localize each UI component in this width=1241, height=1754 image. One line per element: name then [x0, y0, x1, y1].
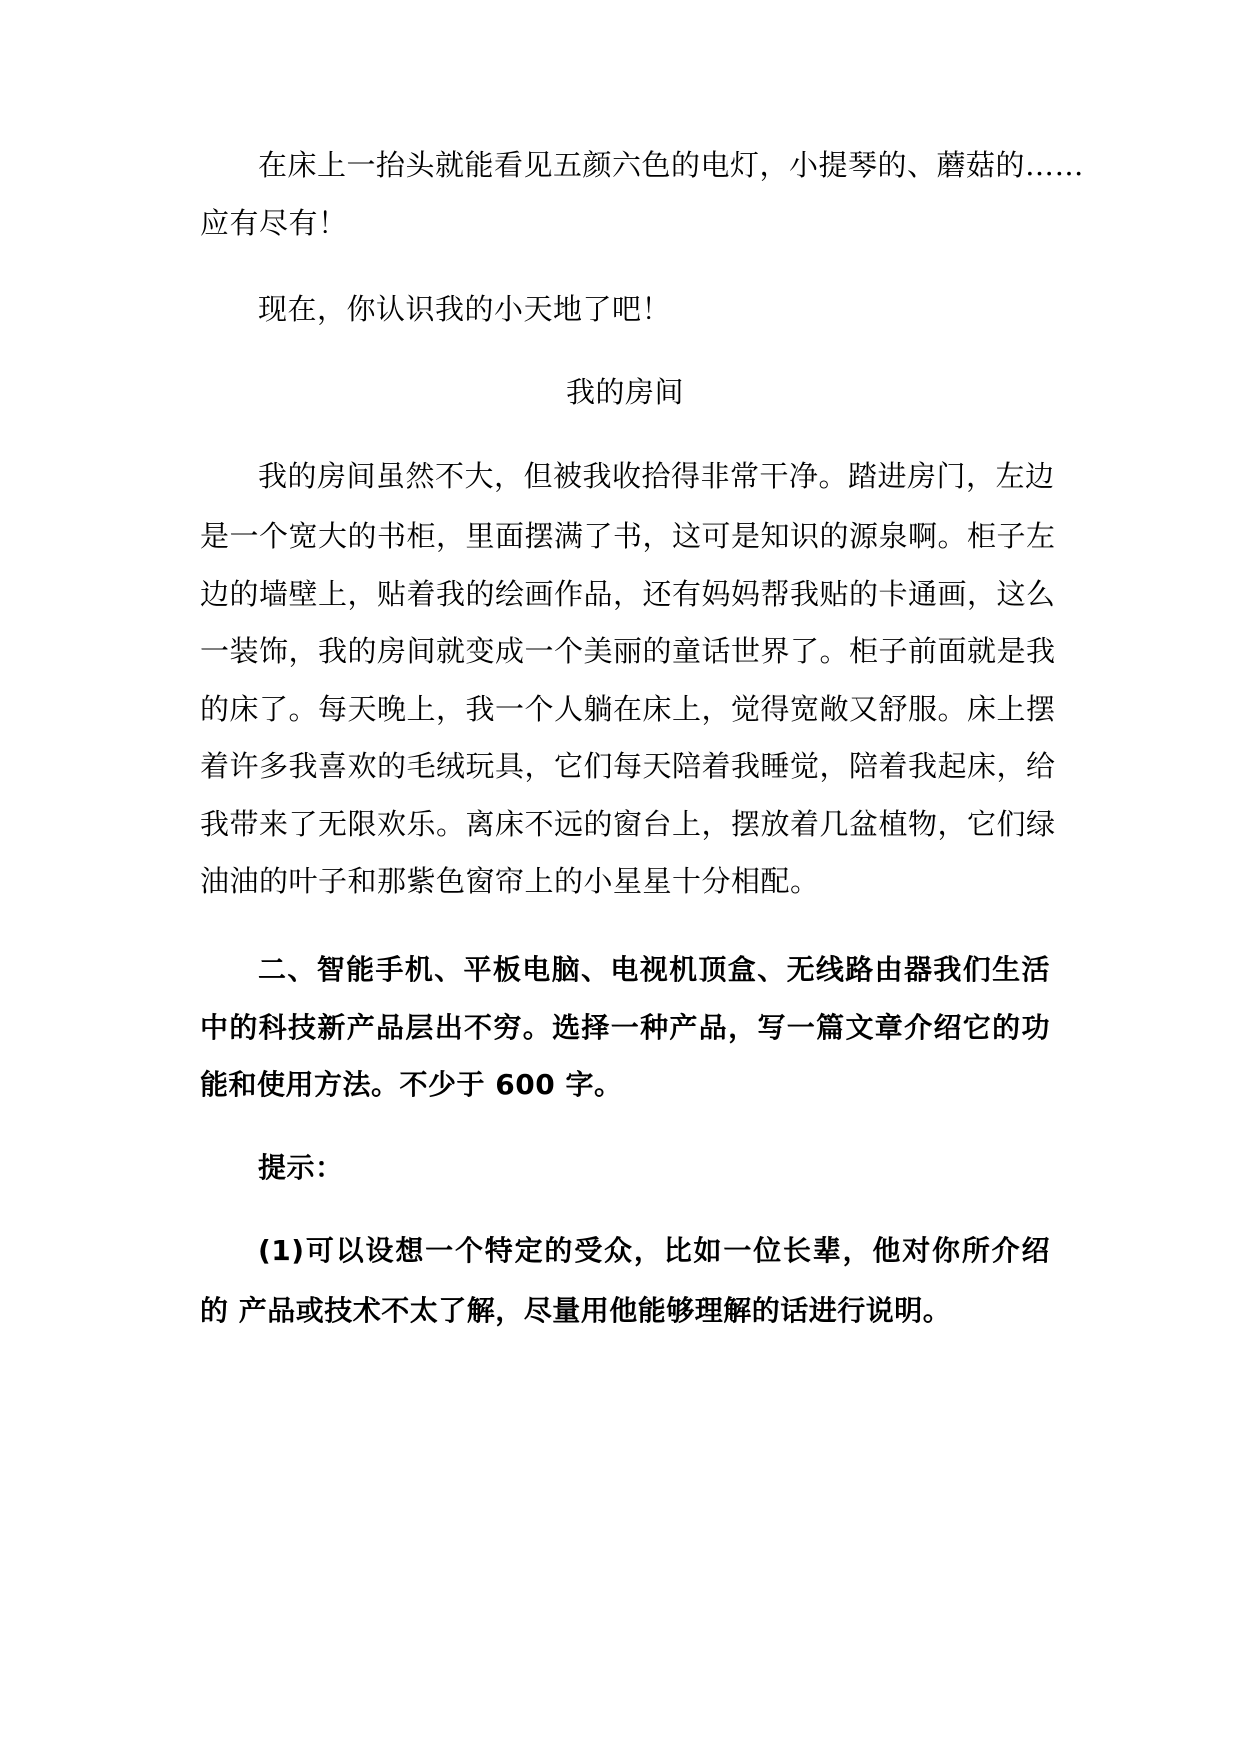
question-2-line-3: 能和使用方法。不少于 600 字。 [200, 1068, 623, 1101]
hint-1-line-2: 的 产品或技术不太了解，尽量用他能够理解的话进行说明。 [200, 1294, 952, 1327]
paragraph-3-line-1: 我的房间虽然不大，但被我收拾得非常干净。踏进房门，左边 [258, 459, 1055, 493]
paragraph-2-line-1: 现在，你认识我的小天地了吧！ [258, 292, 672, 326]
paragraph-3-line-3: 边的墙壁上，贴着我的绘画作品，还有妈妈帮我贴的卡通画，这么 [200, 577, 1056, 611]
paragraph-3-line-4: 一装饰，我的房间就变成一个美丽的童话世界了。柜子前面就是我 [200, 634, 1056, 668]
hint-label: 提示： [258, 1151, 344, 1184]
question-2-line-2: 中的科技新产品层出不穷。选择一种产品，写一篇文章介绍它的功 [200, 1011, 1050, 1044]
essay-title: 我的房间 [565, 375, 684, 409]
paragraph-3-line-8: 油油的叶子和那紫色窗帘上的小星星十分相配。 [200, 864, 820, 898]
document-page [200, 0, 1085, 1754]
paragraph-3-line-7: 我带来了无限欢乐。离床不远的窗台上，摆放着几盆植物，它们绿 [200, 807, 1056, 841]
paragraph-3-line-6: 着许多我喜欢的毛绒玩具，它们每天陪着我睡觉，陪着我起床，给 [200, 749, 1056, 783]
paragraph-1-line-1: 在床上一抬头就能看见五颜六色的电灯，小提琴的、蘑菇的…… [258, 148, 1085, 182]
question-2-line-1: 二、智能手机、平板电脑、电视机顶盒、无线路由器我们生活 [258, 953, 1050, 986]
paragraph-1-line-2: 应有尽有！ [200, 206, 348, 240]
paragraph-3-line-2: 是一个宽大的书柜，里面摆满了书，这可是知识的源泉啊。柜子左 [200, 519, 1056, 553]
paragraph-3-line-5: 的床了。每天晚上，我一个人躺在床上，觉得宽敞又舒服。床上摆 [200, 692, 1056, 726]
hint-1-line-1: (1)可以设想一个特定的受众，比如一位长辈，他对你所介绍 [258, 1234, 1050, 1267]
